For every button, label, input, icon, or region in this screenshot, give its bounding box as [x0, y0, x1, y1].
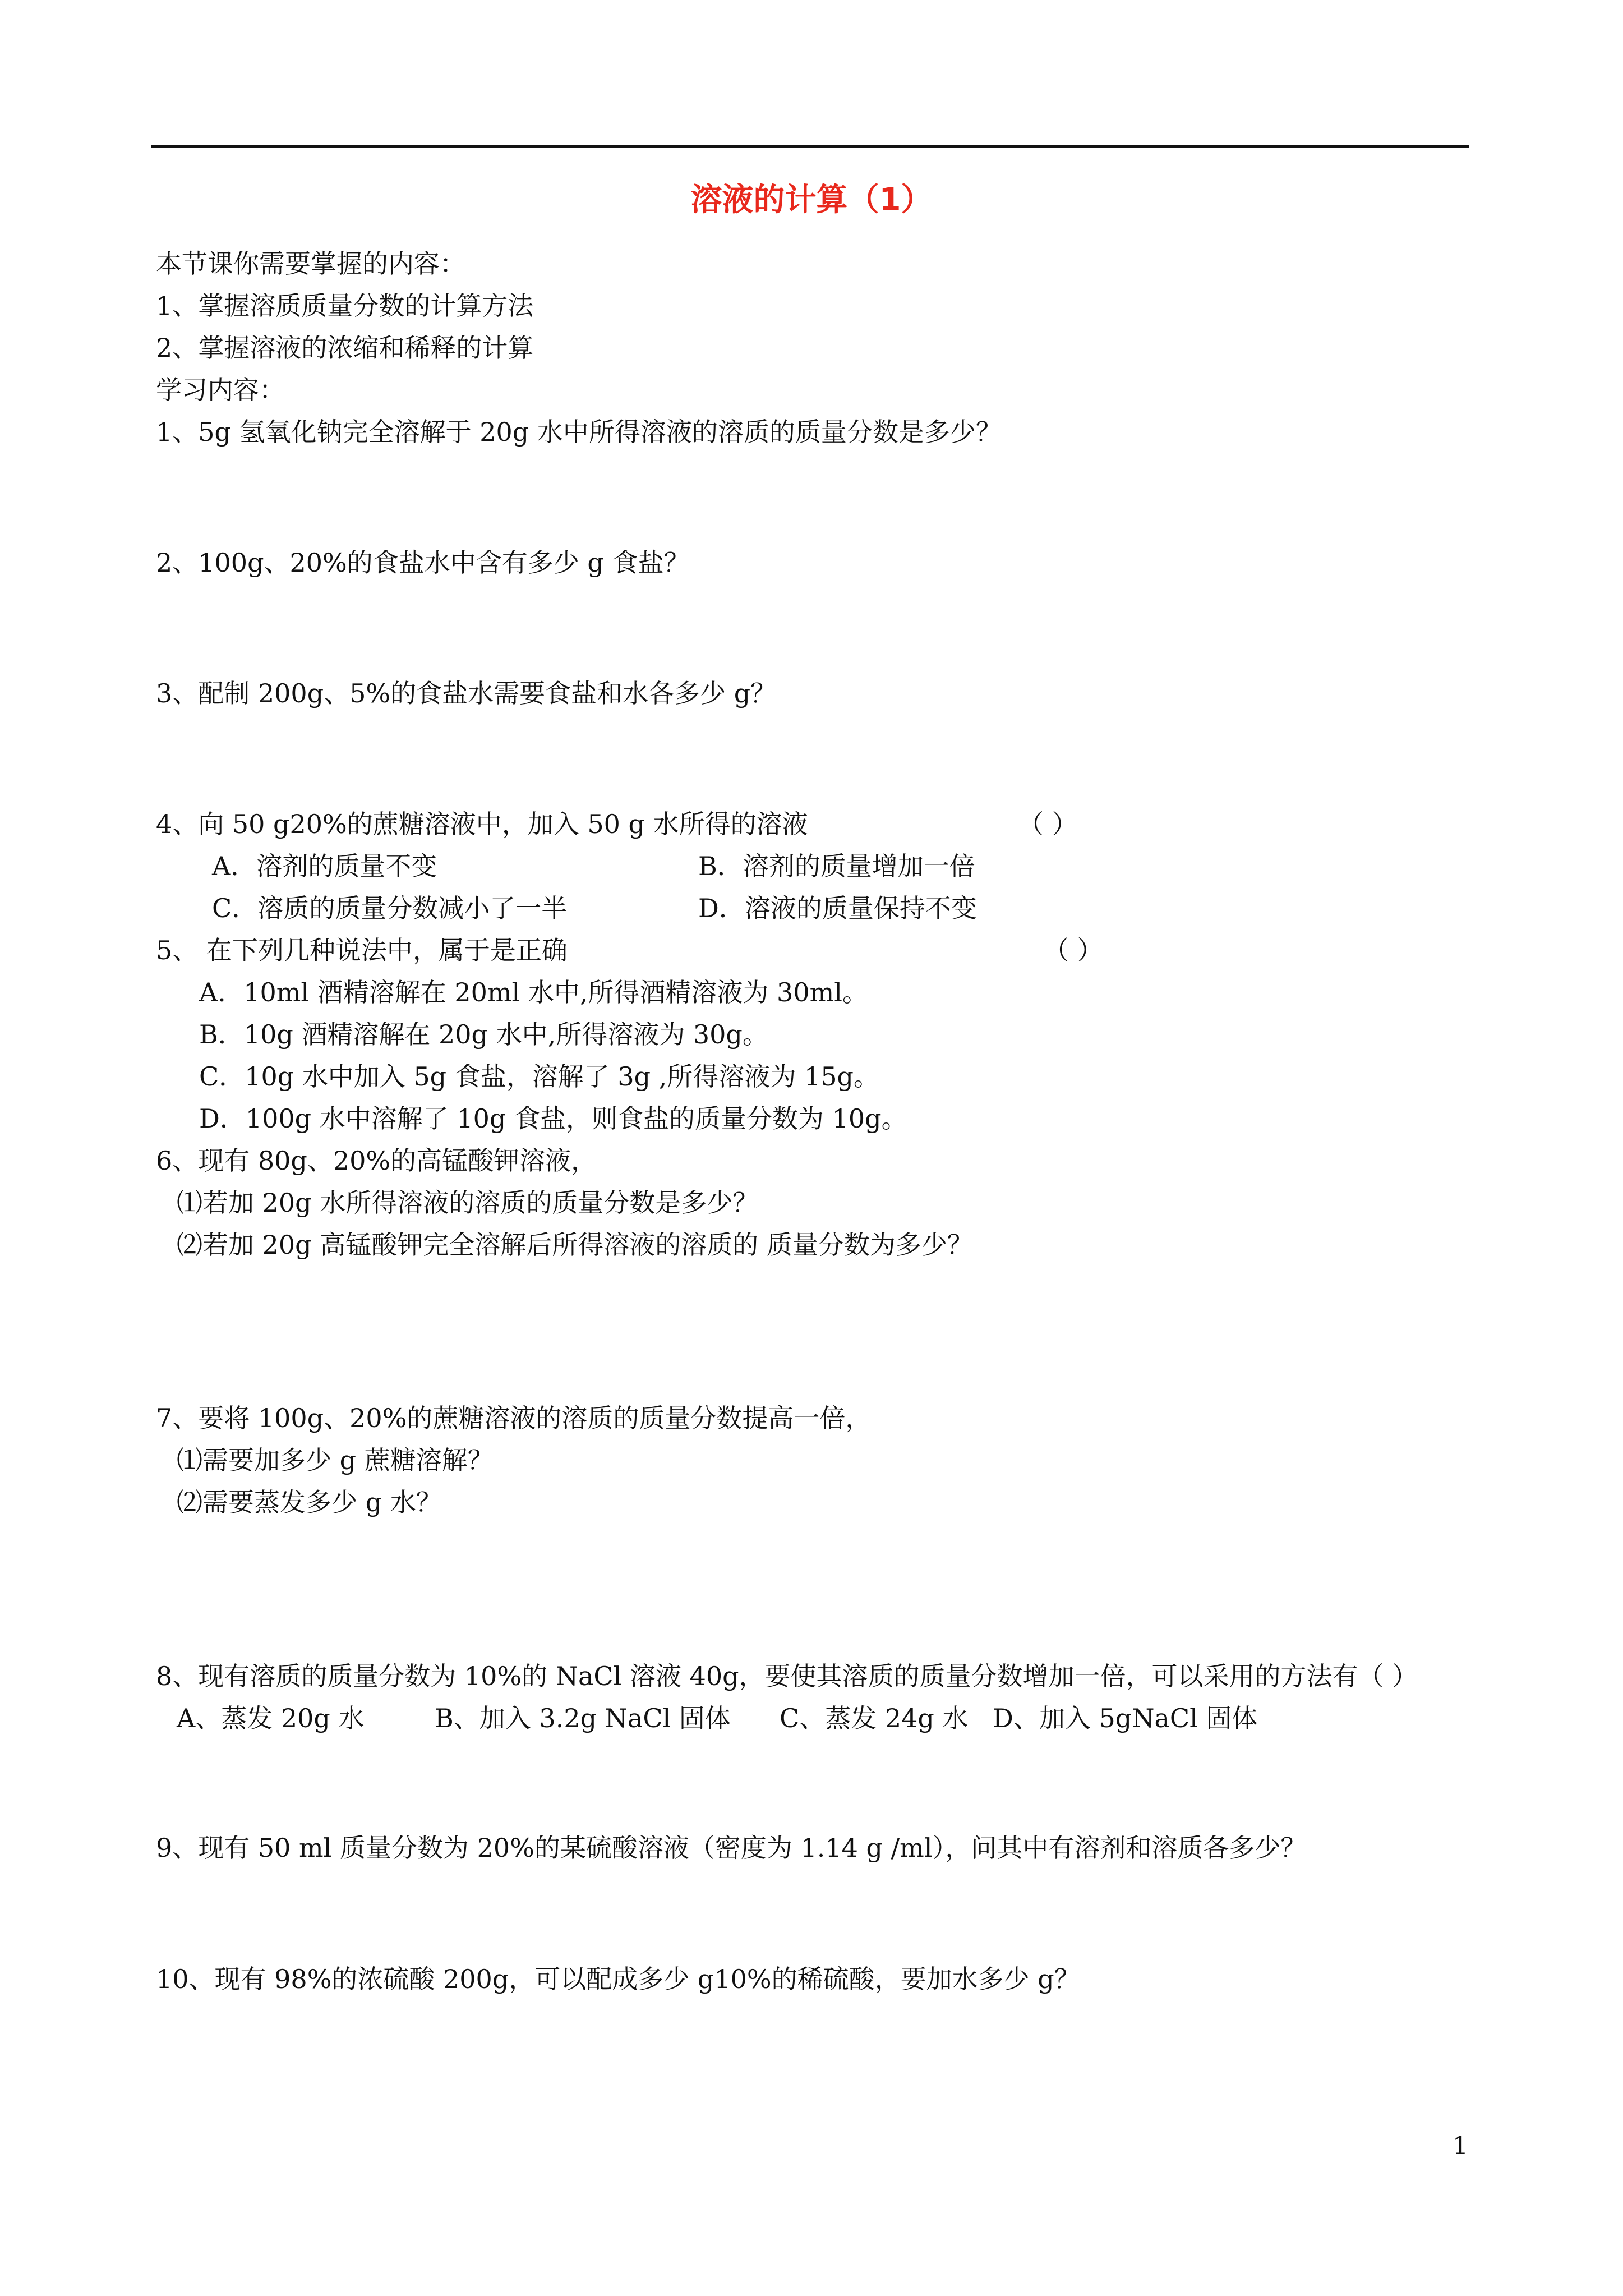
page-title: 溶液的计算（1） — [690, 182, 933, 218]
question-7-stem: 7、要将 100g、20%的蔗糖溶液的溶质的质量分数提高一倍， — [156, 1403, 872, 1433]
question-4-option-c: C．溶质的质量分数减小了一半 — [212, 893, 568, 923]
question-2: 2、100g、20%的食盐水中含有多少 g 食盐？ — [156, 547, 690, 578]
content-heading: 学习内容： — [156, 375, 285, 405]
goal-1: 1、掌握溶质质量分数的计算方法 — [156, 291, 534, 321]
question-8-option-c: C、蒸发 24g 水 — [780, 1703, 969, 1733]
question-8-option-b: B、加入 3.2g NaCl 固体 — [435, 1703, 731, 1733]
question-4-answer-bracket: （ ） — [1018, 809, 1078, 839]
question-6-part-1: ⑴若加 20g 水所得溶液的溶质的质量分数是多少？ — [177, 1188, 759, 1218]
goal-2: 2、掌握溶液的浓缩和稀释的计算 — [156, 333, 534, 363]
question-5-stem: 5、 在下列几种说法中，属于是正确 — [156, 935, 568, 965]
question-5-option-d: D．100g 水中溶解了 10g 食盐，则食盐的质量分数为 10g。 — [199, 1103, 907, 1134]
header-rule — [151, 145, 1469, 148]
question-4-stem: 4、向 50 g20%的蔗糖溶液中，加入 50 g 水所得的溶液 — [156, 809, 808, 839]
question-4-option-a: A．溶剂的质量不变 — [212, 851, 437, 881]
question-5-option-c: C．10g 水中加入 5g 食盐，溶解了 3g ,所得溶液为 15g。 — [199, 1061, 879, 1092]
intro-heading: 本节课你需要掌握的内容： — [156, 249, 465, 279]
question-5-answer-bracket: （ ） — [1043, 935, 1103, 965]
question-1: 1、5g 氢氧化钠完全溶解于 20g 水中所得溶液的溶质的质量分数是多少？ — [156, 417, 1002, 447]
question-4-option-b: B．溶剂的质量增加一倍 — [698, 851, 975, 881]
question-4-option-d: D．溶液的质量保持不变 — [698, 893, 977, 923]
question-9: 9、现有 50 ml 质量分数为 20%的某硫酸溶液（密度为 1.14 g /ml），问其中有溶剂和溶质各多少？ — [156, 1833, 1307, 1863]
question-6-stem: 6、现有 80g、20%的高锰酸钾溶液， — [156, 1145, 597, 1176]
question-5-option-b: B．10g 酒精溶解在 20g 水中,所得溶液为 30g。 — [199, 1019, 768, 1050]
question-10: 10、现有 98%的浓硫酸 200g，可以配成多少 g10%的稀硫酸，要加水多少 g？ — [156, 1964, 1080, 1994]
question-6-part-2: ⑵若加 20g 高锰酸钾完全溶解后所得溶液的溶质的 质量分数为多少？ — [177, 1230, 973, 1260]
question-7-part-2: ⑵需要蒸发多少 g 水？ — [177, 1487, 442, 1517]
page-number: 1 — [1453, 2132, 1468, 2160]
question-8-option-d: D、加入 5gNaCl 固体 — [993, 1703, 1258, 1733]
question-5-option-a: A．10ml 酒精溶解在 20ml 水中,所得酒精溶液为 30ml。 — [199, 977, 868, 1007]
question-8-option-a: A、蒸发 20g 水 — [177, 1703, 365, 1733]
question-7-part-1: ⑴需要加多少 g 蔗糖溶解？ — [177, 1445, 494, 1475]
question-8-stem: 8、现有溶质的质量分数为 10%的 NaCl 溶液 40g，要使其溶质的质量分数增加一倍，可以采用的方法有（ ） — [156, 1661, 1418, 1691]
question-3: 3、配制 200g、5%的食盐水需要食盐和水各多少 g？ — [156, 678, 777, 708]
